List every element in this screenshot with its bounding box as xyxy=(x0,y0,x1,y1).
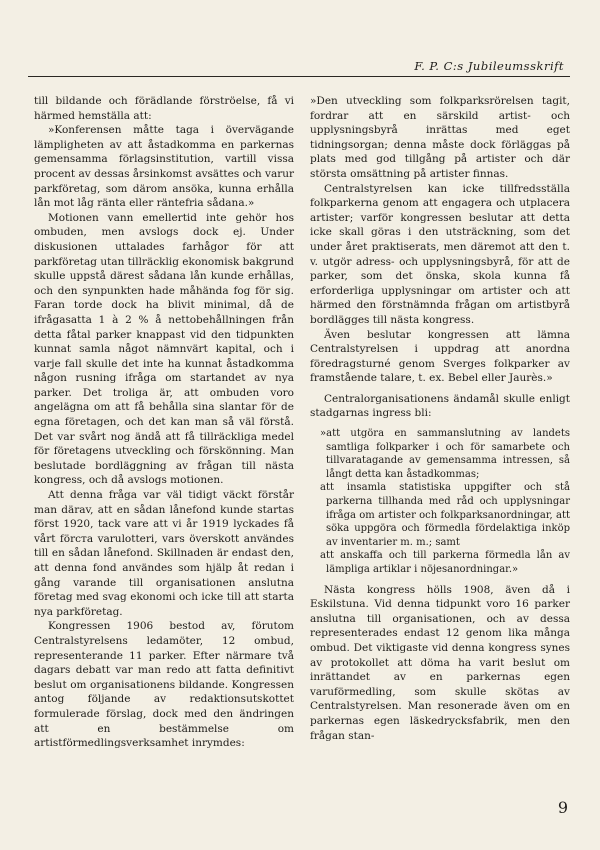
left-column xyxy=(34,94,294,751)
paragraph: Kongressen 1906 bestod av, förutom Centralstyrelsens ledamöter, 12 ombud, representerande 11 parker. Efter närmare två dagars debatt var man redo att fatta definitivt beslut om organisationens bildande. Kongressen antog följande av redaktionsutskottet formulerade förslag, dock med den ändringen att en bestämmelse om artistförmedlingsverksamhet inrymdes: xyxy=(34,620,294,750)
running-head: F. P. C:s Jubileumsskrift xyxy=(414,59,564,73)
paragraph: Nästa kongress hölls 1908, även då i Eskilstuna. Vid denna tidpunkt voro 16 parker anslutna till organisationen, och av dessa representerades endast 12 genom lika många ombud. Det viktigaste vid denna kongress synes av protokollet att döma ha varit beslut om inrättandet av en parkernas egen varuförmedling, som skulle skötas av Centralstyrelsen. Man resonerade även om en parkernas egen läskedrycksfabrik, men den frågan stan- xyxy=(310,583,570,742)
paragraph: till bildande och förädlande förströelse, få vi härmed hemställa att: xyxy=(34,95,294,122)
page-number: 9 xyxy=(557,798,568,817)
right-column xyxy=(310,94,570,743)
paragraph: Centralorganisationens ändamål skulle enligt stadgarnas ingress bli: xyxy=(310,392,570,420)
paragraph: Motionen vann emellertid inte gehör hos ombuden, men avslogs dock ej. Under diskusionen uttalades farhågor för att parkföretag utan tillräcklig ekonomisk bakgrund skulle uppstå därest sådana lån kunde erhållas, och den synpunkten hade måhända fog för sig. Faran torde dock ha blivit minimal, då de ifrågasatta 1 à 2 % å nettobehållningen från detta fåtal parker knappast vid den tidpunkten kunnat samla något nämnvärt kapital, och i varje fall skulle det inte ha kunnat åstadkomma någon rusning ifråga om startandet av nya parker. Det troliga är, att ombuden voro angelägna om att få behålla sina slantar för de egna företagen, och det kan man så väl förstå. Det var svårt nog ändå att få tillräckliga medel för företagens utveckling och förskönning. Man beslutade bordläggning av frågan till nästa kongress, och då avslogs motionen. xyxy=(34,211,294,487)
paragraph: Även beslutar kongressen att lämna Centralstyrelsen i uppdrag att anordna föredragsturné genom Sverges folkparker av framstående talare, t. ex. Bebel eller Jaurès.» xyxy=(310,328,570,385)
paragraph: Att denna fråga var väl tidigt väckt förstår man därav, att en sådan lånefond kunde startas först 1920, tack vare att vi år 1919 lyckades få vårt förста varulotteri, vars överskott användes till en sådan lånefond. Skillnaden är endast den, att denna fond användes som hjälp åt redan i gång varande till organisationen anslutna företag med svag ekonomi och icke till att starta nya parkföretag. xyxy=(34,489,294,618)
paragraph: Centralstyrelsen kan icke tillfredsställa folkparkerna genom att engagera och utplacera artister; varför kongressen beslutar att detta icke skall göras i den utsträckning, som det under året praktiserats, men däremot att den t. v. utgör adress- och upplysningsbyrå, för att de parker, som det önska, skola kunna få erforderliga upplysningar om artister och att härmed den förstnämnda frågan om artistbyrå bordlägges till nästa kongress. xyxy=(310,182,570,326)
header-rule xyxy=(28,76,570,77)
quoted-decision: »Den utveckling som folkparksrörelsen tagit, fordrar att en särskild artist- och upplysningsbyrå inrättas med eget tidningsorgan; denna måste dock förläggas på plats med god tillgång på artister och där största omsättning på artister finnas. xyxy=(310,95,570,180)
quoted-motion: »Konferensen måtte taga i övervägande lämpligheten av att åstadkomma en parkernas gemensamma förlagsinstitution, vartill vissa procent av dessas årsinkomst avsättes och varur parkföretag, som därom ansöka, kunna erhålla lån mot låg ränta eller räntefria sådana.» xyxy=(34,124,294,210)
statute-clause: att insamla statistiska uppgifter och stå parkerna tillhanda med råd och upplysningar ifråga om artister och folkparksanordningar, att söka uppgöra och förmedla fördelaktiga inköp av inventarier m. m.; samt xyxy=(320,482,570,548)
statute-clause: att anskaffa och till parkerna förmedla lån av lämpliga artiklar i nöjesanordningar.» xyxy=(320,550,570,575)
statute-clause: »att utgöra en sammanslutning av landets samtliga folkparker i och för samarbete och tillvaratagande av gemensamma intressen, så långt detta kan åstadkommas; xyxy=(320,428,570,480)
